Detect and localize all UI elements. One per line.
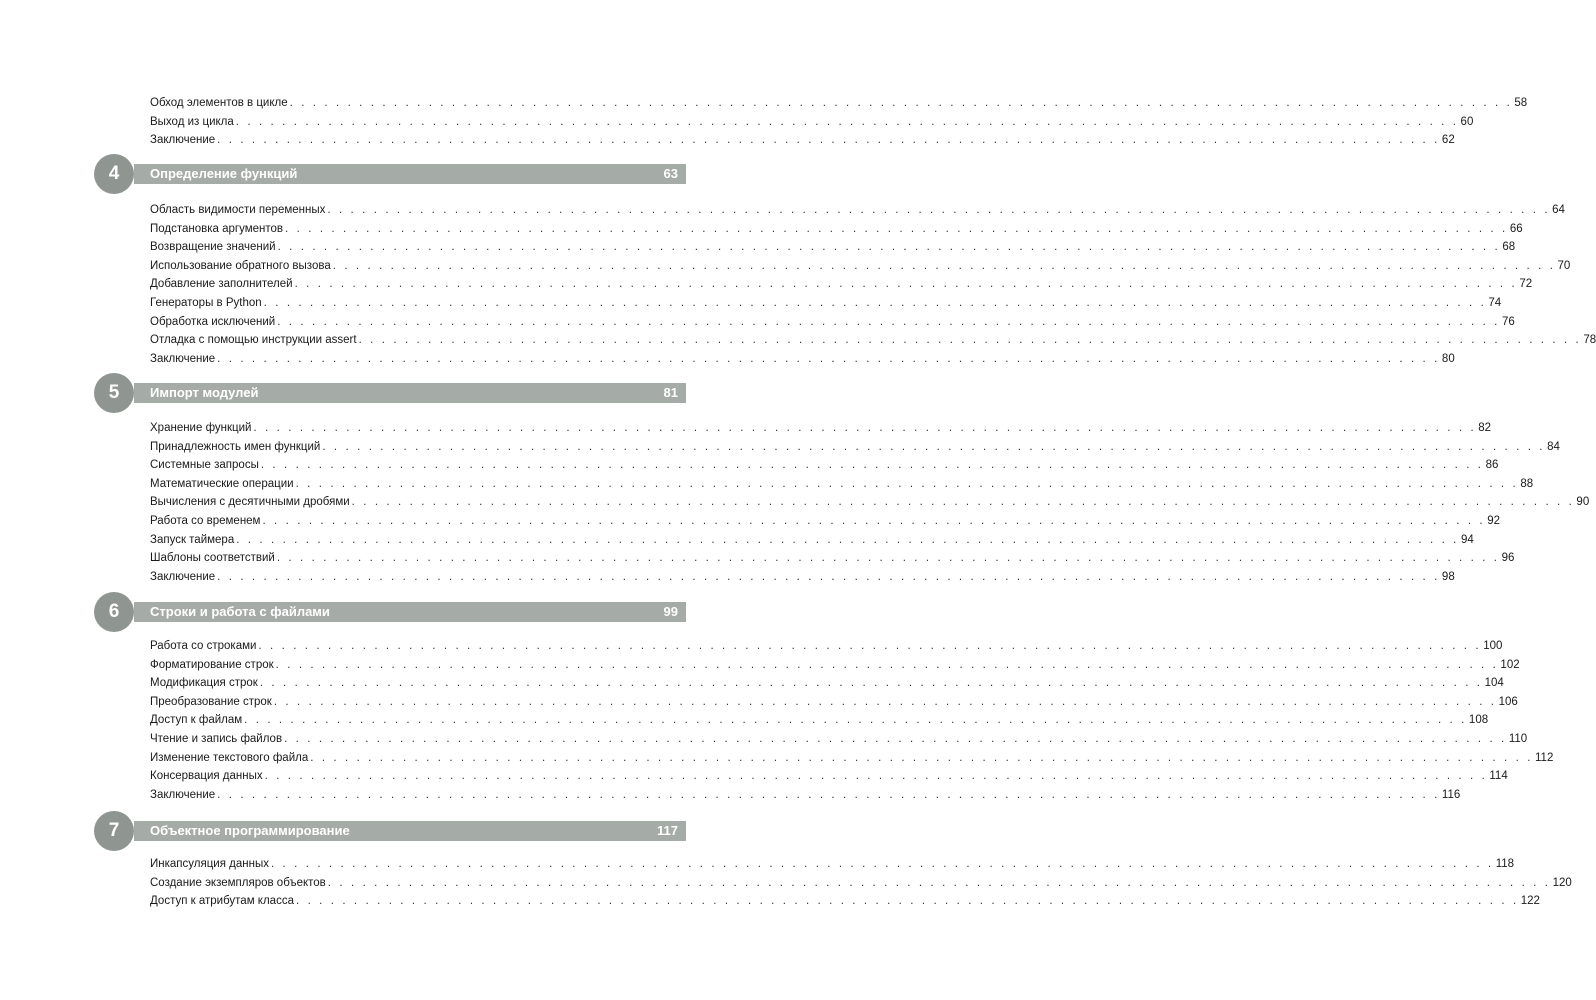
toc-entry[interactable] xyxy=(150,635,1503,653)
dot-leader: . . . . . . . . . . . . . . . . . . . . . . . . . . . . . . . . . . . . . . . . . . . . . . . . . . . . . . . . . . . . . . . . . . . . . . . . . . . . . . . . . . . . . . . . . . . . . . . . . . . . . . . . . . xyxy=(263,297,1487,309)
toc-entry-title: Доступ к файлам xyxy=(150,714,243,727)
toc-entry[interactable] xyxy=(150,92,1528,110)
toc-entry[interactable] xyxy=(150,890,1540,908)
toc-entry-title: Заключение xyxy=(150,134,216,147)
dot-leader: . . . . . . . . . . . . . . . . . . . . . . . . . . . . . . . . . . . . . . . . . . . . . . . . . . . . . . . . . . . . . . . . . . . . . . . . . . . . . . . . . . . . . . . . . . . . . . . . . . . . . . . . . . xyxy=(270,858,1494,870)
toc-entry-page: 116 xyxy=(1441,788,1461,801)
dot-leader: . . . . . . . . . . . . . . . . . . . . . . . . . . . . . . . . . . . . . . . . . . . . . . . . . . . . . . . . . . . . . . . . . . . . . . . . . . . . . . . . . . . . . . . . . . . . . . . . . . . . . . . . . . xyxy=(262,515,1486,527)
toc-entry-page: 86 xyxy=(1485,459,1499,472)
toc-entry-page: 60 xyxy=(1460,115,1474,128)
toc-entry[interactable] xyxy=(150,111,1474,129)
toc-entry-page: 120 xyxy=(1552,876,1572,889)
toc-entry-title: Заключение xyxy=(150,788,216,801)
toc-entry-page: 58 xyxy=(1514,97,1528,109)
toc-entry[interactable] xyxy=(150,784,1461,802)
toc-entry-title: Заключение xyxy=(150,570,216,583)
chapter-number: 4 xyxy=(94,154,134,194)
chapter-header xyxy=(94,811,686,851)
toc-entry[interactable] xyxy=(150,728,1528,746)
toc-entry-page: 68 xyxy=(1502,241,1516,254)
toc-entry[interactable] xyxy=(150,218,1523,236)
toc-entry[interactable] xyxy=(150,529,1474,547)
dot-leader: . . . . . . . . . . . . . . . . . . . . . . . . . . . . . . . . . . . . . . . . . . . . . . . . . . . . . . . . . . . . . . . . . . . . . . . . . . . . . . . . . . . . . . . . . . . . . . . . . . . . . . . . . . xyxy=(258,640,1482,652)
toc-entry-page: 84 xyxy=(1547,440,1560,453)
toc-entry-title: Создание экземпляров объектов xyxy=(150,876,326,889)
dot-leader: . . . . . . . . . . . . . . . . . . . . . . . . . . . . . . . . . . . . . . . . . . . . . . . . . . . . . . . . . . . . . . . . . . . . . . . . . . . . . . . . . . . . . . . . . . . . . . . . . . . . . . . . . . xyxy=(295,477,1519,490)
dot-leader: . . . . . . . . . . . . . . . . . . . . . . . . . . . . . . . . . . . . . . . . . . . . . . . . . . . . . . . . . . . . . . . . . . . . . . . . . . . . . . . . . . . . . . . . . . . . . . . . . . . . . . . . . . xyxy=(217,352,1440,365)
toc-entry-title: Использование обратного вызова xyxy=(150,259,331,272)
toc-entry[interactable] xyxy=(150,691,1518,709)
toc-entry[interactable] xyxy=(150,709,1489,727)
toc-entry-page: 62 xyxy=(1441,134,1455,147)
toc-entry-title: Область видимости переменных xyxy=(150,204,326,216)
chapter-title: Определение функций xyxy=(150,166,298,181)
dot-leader: . . . . . . . . . . . . . . . . . . . . . . . . . . . . . . . . . . . . . . . . . . . . . . . . . . . . . . . . . . . . . . . . . . . . . . . . . . . . . . . . . . . . . . . . . . . . . . . . . . . . . . . . . . xyxy=(294,278,1518,291)
toc-entry-title: Вычисления с десятичными дробями xyxy=(150,496,350,509)
toc-entry-page: 88 xyxy=(1520,477,1534,490)
toc-entry[interactable] xyxy=(150,311,1515,329)
toc-entry[interactable] xyxy=(150,853,1515,871)
dot-leader: . . . . . . . . . . . . . . . . . . . . . . . . . . . . . . . . . . . . . . . . . . . . . . . . . . . . . . . . . . . . . . . . . . . . . . . . . . . . . . . . . . . . . . . . . . . . . . . . . . . . . . . . . . xyxy=(253,422,1477,434)
toc-entry-page: 114 xyxy=(1489,770,1508,783)
toc-entry-title: Консервация данных xyxy=(150,770,263,783)
toc-entry-page: 64 xyxy=(1552,204,1565,216)
toc-entry-title: Выход из цикла xyxy=(150,115,234,128)
toc-entry[interactable] xyxy=(150,255,1571,273)
chapter-number: 6 xyxy=(94,592,134,632)
toc-entry[interactable] xyxy=(150,329,1596,347)
toc-entry-page: 110 xyxy=(1508,733,1528,745)
toc-entry[interactable] xyxy=(150,473,1534,491)
toc-entry-title: Шаблоны соответствий xyxy=(150,552,275,565)
toc-entry-title: Обработка исключений xyxy=(150,315,276,328)
dot-leader: . . . . . . . . . . . . . . . . . . . . . . . . . . . . . . . . . . . . . . . . . . . . . . . . . . . . . . . . . . . . . . . . . . . . . . . . . . . . . . . . . . . . . . . . . . . . . . . . . . . . . . . . . . xyxy=(358,334,1582,347)
toc-entry-page: 102 xyxy=(1500,658,1520,671)
dot-leader: . . . . . . . . . . . . . . . . . . . . . . . . . . . . . . . . . . . . . . . . . . . . . . . . . . . . . . . . . . . . . . . . . . . . . . . . . . . . . . . . . . . . . . . . . . . . . . . . . . . . . . . . . . xyxy=(295,895,1519,908)
toc-entry-page: 78 xyxy=(1583,334,1596,347)
toc-entry-title: Подстановка аргументов xyxy=(150,222,284,235)
dot-leader: . . . . . . . . . . . . . . . . . . . . . . . . . . . . . . . . . . . . . . . . . . . . . . . . . . . . . . . . . . . . . . . . . . . . . . . . . . . . . . . . . . . . . . . . . . . . . . . . . . . . . . . . . . xyxy=(277,241,1501,254)
chapter-page-number: 81 xyxy=(663,385,678,400)
toc-entry-page: 74 xyxy=(1488,297,1502,309)
dot-leader: . . . . . . . . . . . . . . . . . . . . . . . . . . . . . . . . . . . . . . . . . . . . . . . . . . . . . . . . . . . . . . . . . . . . . . . . . . . . . . . . . . . . . . . . . . . . . . . . . . . . . . . . . . xyxy=(322,440,1546,453)
dot-leader: . . . . . . . . . . . . . . . . . . . . . . . . . . . . . . . . . . . . . . . . . . . . . . . . . . . . . . . . . . . . . . . . . . . . . . . . . . . . . . . . . . . . . . . . . . . . . . . . . . . . . . . . . . xyxy=(259,677,1483,690)
toc-entry-title: Запуск таймера xyxy=(150,533,235,546)
toc-entry[interactable] xyxy=(150,510,1501,528)
chapter-header xyxy=(94,154,686,194)
dot-leader: . . . . . . . . . . . . . . . . . . . . . . . . . . . . . . . . . . . . . . . . . . . . . . . . . . . . . . . . . . . . . . . . . . . . . . . . . . . . . . . . . . . . . . . . . . . . . . . . . . . . . . . . . . xyxy=(275,658,1499,671)
dot-leader: . . . . . . . . . . . . . . . . . . . . . . . . . . . . . . . . . . . . . . . . . . . . . . . . . . . . . . . . . . . . . . . . . . . . . . . . . . . . . . . . . . . . . . . . . . . . . . . . . . . . . . . . . . xyxy=(273,695,1497,708)
toc-entry-page: 72 xyxy=(1519,278,1533,291)
toc-entry[interactable] xyxy=(150,454,1499,472)
toc-entry-title: Чтение и запись файлов xyxy=(150,733,283,745)
chapter-title: Строки и работа с файлами xyxy=(150,604,330,619)
toc-entry-page: 118 xyxy=(1495,858,1515,870)
toc-entry-page: 98 xyxy=(1441,570,1455,583)
toc-entry-page: 70 xyxy=(1557,259,1571,272)
toc-entry-title: Заключение xyxy=(150,352,216,365)
toc-entry[interactable] xyxy=(150,672,1504,690)
toc-entry[interactable] xyxy=(150,129,1455,147)
toc-entry[interactable] xyxy=(150,348,1455,366)
toc-entry-title: Доступ к атрибутам класса xyxy=(150,895,294,908)
toc-entry[interactable] xyxy=(150,747,1554,765)
dot-leader: . . . . . . . . . . . . . . . . . . . . . . . . . . . . . . . . . . . . . . . . . . . . . . . . . . . . . . . . . . . . . . . . . . . . . . . . . . . . . . . . . . . . . . . . . . . . . . . . . . . . . . . . . . xyxy=(217,788,1440,801)
toc-entry-page: 106 xyxy=(1498,695,1518,708)
toc-entry-title: Обход элементов в цикле xyxy=(150,97,288,109)
dot-leader: . . . . . . . . . . . . . . . . . . . . . . . . . . . . . . . . . . . . . . . . . . . . . . . . . . . . . . . . . . . . . . . . . . . . . . . . . . . . . . . . . . . . . . . . . . . . . . . . . . . . . . . . . . xyxy=(235,115,1459,128)
toc-entry[interactable] xyxy=(150,236,1516,254)
toc-entry-title: Математические операции xyxy=(150,477,294,490)
toc-entry-title: Работа со строками xyxy=(150,640,257,652)
toc-entry-page: 82 xyxy=(1478,422,1492,434)
toc-entry[interactable] xyxy=(150,417,1492,435)
toc-entry[interactable] xyxy=(150,436,1560,454)
toc-entry-title: Работа со временем xyxy=(150,515,261,527)
toc-entry-title: Системные запросы xyxy=(150,459,259,472)
toc-entry-page: 66 xyxy=(1509,222,1523,235)
toc-entry[interactable] xyxy=(150,292,1502,310)
dot-leader: . . . . . . . . . . . . . . . . . . . . . . . . . . . . . . . . . . . . . . . . . . . . . . . . . . . . . . . . . . . . . . . . . . . . . . . . . . . . . . . . . . . . . . . . . . . . . . . . . . . . . . . . . . xyxy=(284,733,1507,745)
dot-leader: . . . . . . . . . . . . . . . . . . . . . . . . . . . . . . . . . . . . . . . . . . . . . . . . . . . . . . . . . . . . . . . . . . . . . . . . . . . . . . . . . . . . . . . . . . . . . . . . . . . . . . . . . . xyxy=(217,134,1440,147)
toc-entry-title: Генераторы в Python xyxy=(150,297,262,309)
toc-entry-title: Преобразование строк xyxy=(150,695,272,708)
dot-leader: . . . . . . . . . . . . . . . . . . . . . . . . . . . . . . . . . . . . . . . . . . . . . . . . . . . . . . . . . . . . . . . . . . . . . . . . . . . . . . . . . . . . . . . . . . . . . . . . . . . . . . . . . . xyxy=(264,770,1488,783)
chapter-header xyxy=(94,373,686,413)
toc-entry-title: Отладка с помощью инструкции assert xyxy=(150,334,357,347)
chapter-title: Импорт модулей xyxy=(150,385,259,400)
chapter-page-number: 117 xyxy=(657,823,678,838)
toc-entry-title: Добавление заполнителей xyxy=(150,278,293,291)
toc-entry[interactable] xyxy=(150,566,1455,584)
toc-entry-page: 112 xyxy=(1535,751,1554,764)
toc-entry[interactable] xyxy=(150,491,1590,509)
dot-leader: . . . . . . . . . . . . . . . . . . . . . . . . . . . . . . . . . . . . . . . . . . . . . . . . . . . . . . . . . . . . . . . . . . . . . . . . . . . . . . . . . . . . . . . . . . . . . . . . . . . . . . . . . . xyxy=(217,570,1440,583)
toc-entry-page: 90 xyxy=(1576,496,1590,509)
chapter-header xyxy=(94,592,686,632)
chapter-title: Объектное программирование xyxy=(150,823,350,838)
toc-entry-title: Возвращение значений xyxy=(150,241,276,254)
dot-leader: . . . . . . . . . . . . . . . . . . . . . . . . . . . . . . . . . . . . . . . . . . . . . . . . . . . . . . . . . . . . . . . . . . . . . . . . . . . . . . . . . . . . . . . . . . . . . . . . . . . . . . . . . . xyxy=(332,259,1556,272)
toc-entry-page: 100 xyxy=(1483,640,1503,652)
toc-entry-title: Хранение функций xyxy=(150,422,252,434)
toc-entry-page: 80 xyxy=(1441,352,1455,365)
toc-entry-title: Форматирование строк xyxy=(150,658,274,671)
dot-leader: . . . . . . . . . . . . . . . . . . . . . . . . . . . . . . . . . . . . . . . . . . . . . . . . . . . . . . . . . . . . . . . . . . . . . . . . . . . . . . . . . . . . . . . . . . . . . . . . . . . . . . . . . . xyxy=(276,552,1500,565)
toc-entry-title: Изменение текстового файла xyxy=(150,751,309,764)
dot-leader: . . . . . . . . . . . . . . . . . . . . . . . . . . . . . . . . . . . . . . . . . . . . . . . . . . . . . . . . . . . . . . . . . . . . . . . . . . . . . . . . . . . . . . . . . . . . . . . . . . . . . . . . . . xyxy=(277,315,1500,328)
toc-entry-title: Принадлежность имен функций xyxy=(150,440,321,453)
toc-entry-page: 94 xyxy=(1460,533,1474,546)
toc-entry[interactable] xyxy=(150,273,1533,291)
dot-leader: . . . . . . . . . . . . . . . . . . . . . . . . . . . . . . . . . . . . . . . . . . . . . . . . . . . . . . . . . . . . . . . . . . . . . . . . . . . . . . . . . . . . . . . . . . . . . . . . . . . . . . . . . . xyxy=(327,876,1551,889)
toc-entry-page: 104 xyxy=(1484,677,1504,690)
toc-entry[interactable] xyxy=(150,199,1565,217)
toc-entry[interactable] xyxy=(150,654,1520,672)
dot-leader: . . . . . . . . . . . . . . . . . . . . . . . . . . . . . . . . . . . . . . . . . . . . . . . . . . . . . . . . . . . . . . . . . . . . . . . . . . . . . . . . . . . . . . . . . . . . . . . . . . . . . . . . . . xyxy=(327,204,1551,216)
toc-entry-page: 76 xyxy=(1501,315,1515,328)
chapter-number: 7 xyxy=(94,811,134,851)
dot-leader: . . . . . . . . . . . . . . . . . . . . . . . . . . . . . . . . . . . . . . . . . . . . . . . . . . . . . . . . . . . . . . . . . . . . . . . . . . . . . . . . . . . . . . . . . . . . . . . . . . . . . . . . . . xyxy=(351,496,1575,509)
chapter-page-number: 63 xyxy=(663,166,678,181)
toc-entry[interactable] xyxy=(150,547,1515,565)
toc-entry[interactable] xyxy=(150,765,1508,783)
dot-leader: . . . . . . . . . . . . . . . . . . . . . . . . . . . . . . . . . . . . . . . . . . . . . . . . . . . . . . . . . . . . . . . . . . . . . . . . . . . . . . . . . . . . . . . . . . . . . . . . . . . . . . . . . . xyxy=(310,751,1533,764)
dot-leader: . . . . . . . . . . . . . . . . . . . . . . . . . . . . . . . . . . . . . . . . . . . . . . . . . . . . . . . . . . . . . . . . . . . . . . . . . . . . . . . . . . . . . . . . . . . . . . . . . . . . . . . . . . xyxy=(285,222,1508,235)
chapter-number: 5 xyxy=(94,373,134,413)
toc-entry-page: 92 xyxy=(1487,515,1501,527)
toc-entry-title: Модификация строк xyxy=(150,677,258,690)
toc-entry-page: 108 xyxy=(1468,714,1489,727)
chapter-page-number: 99 xyxy=(663,604,678,619)
toc-entry-page: 96 xyxy=(1501,552,1515,565)
toc-entry-title: Инкапсуляция данных xyxy=(150,858,269,870)
dot-leader: . . . . . . . . . . . . . . . . . . . . . . . . . . . . . . . . . . . . . . . . . . . . . . . . . . . . . . . . . . . . . . . . . . . . . . . . . . . . . . . . . . . . . . . . . . . . . . . . . . . . . . . . . . xyxy=(289,97,1513,109)
dot-leader: . . . . . . . . . . . . . . . . . . . . . . . . . . . . . . . . . . . . . . . . . . . . . . . . . . . . . . . . . . . . . . . . . . . . . . . . . . . . . . . . . . . . . . . . . . . . . . . . . . . . . . . . . . xyxy=(244,714,1467,727)
toc-entry[interactable] xyxy=(150,872,1572,890)
dot-leader: . . . . . . . . . . . . . . . . . . . . . . . . . . . . . . . . . . . . . . . . . . . . . . . . . . . . . . . . . . . . . . . . . . . . . . . . . . . . . . . . . . . . . . . . . . . . . . . . . . . . . . . . . . xyxy=(260,459,1484,472)
toc-entry-page: 122 xyxy=(1520,895,1540,908)
dot-leader: . . . . . . . . . . . . . . . . . . . . . . . . . . . . . . . . . . . . . . . . . . . . . . . . . . . . . . . . . . . . . . . . . . . . . . . . . . . . . . . . . . . . . . . . . . . . . . . . . . . . . . . . . . xyxy=(236,533,1459,546)
